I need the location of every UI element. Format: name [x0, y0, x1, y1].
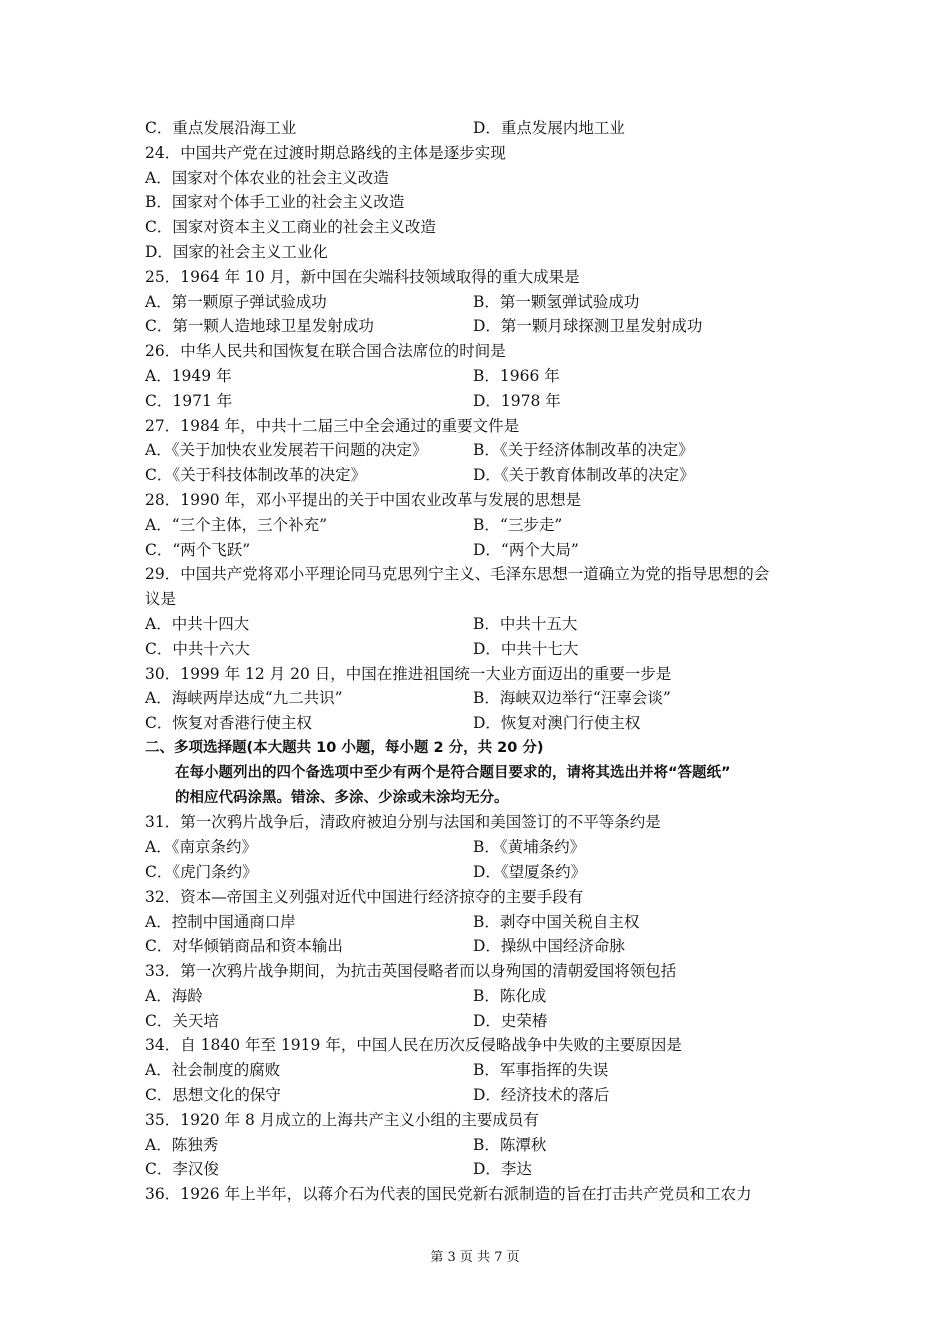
- option-right: D．史荣椿: [473, 1011, 548, 1030]
- option-right: B．《黄埔条约》: [473, 838, 586, 857]
- option-right: B．第一颗氢弹试验成功: [473, 292, 640, 311]
- option-row: [145, 513, 825, 538]
- option-right: D．《望厦条约》: [473, 862, 587, 881]
- option-row: [145, 1083, 825, 1108]
- option-left: A．1949 年: [145, 366, 232, 385]
- option-left: A．陈独秀: [145, 1135, 219, 1154]
- option-left: A．海峡两岸达成“九二共识”: [145, 689, 343, 708]
- question-line: 35．1920 年 8 月成立的上海共产主义小组的主要成员有: [145, 1110, 539, 1129]
- option-row: [145, 389, 825, 414]
- option-right: B．剥夺中国关税自主权: [473, 912, 640, 931]
- question-line: 36．1926 年上半年，以蒋介石为代表的国民党新右派制造的旨在打击共产党员和工农力: [145, 1185, 752, 1204]
- option-left: A．中共十四大: [145, 614, 250, 633]
- option-left: C．恢复对香港行使主权: [145, 714, 312, 733]
- question-line: 32．资本—帝国主义列强对近代中国进行经济掠夺的主要手段有: [145, 887, 584, 906]
- question-line: 34．自 1840 年至 1919 年，中国人民在历次反侵略战争中失败的主要原因是: [145, 1036, 682, 1055]
- option-right: D．《关于教育体制改革的决定》: [473, 466, 695, 485]
- option-right: B．1966 年: [473, 366, 560, 385]
- option-row: [145, 438, 825, 463]
- option-row: [145, 290, 825, 315]
- option-row: [145, 116, 825, 141]
- option-row: [145, 364, 825, 389]
- option-row: [145, 835, 825, 860]
- option-row: [145, 984, 825, 1009]
- exam-content: [145, 116, 825, 1207]
- page-footer: 第 3 页 共 7 页: [430, 1250, 520, 1265]
- question-line: 31．第一次鸦片战争后，清政府被迫分别与法国和美国签订的不平等条约是: [145, 813, 661, 832]
- option-right: B．海峡双边举行“汪辜会谈”: [473, 689, 671, 708]
- option-left: C．《虎门条约》: [145, 862, 258, 881]
- section-instruction: 在每小题列出的四个备选项中至少有两个是符合题目要求的，请将其选出并将“答题纸”: [175, 764, 731, 781]
- question-line: C．国家对资本主义工商业的社会主义改造: [145, 218, 436, 237]
- option-left: C．重点发展沿海工业: [145, 119, 297, 137]
- option-right: D．李达: [473, 1160, 532, 1179]
- question-line: B．国家对个体手工业的社会主义改造: [145, 193, 405, 212]
- question-line: 29．中国共产党将邓小平理论同马克思列宁主义、毛泽东思想一道确立为党的指导思想的会: [145, 565, 770, 584]
- option-row: [145, 1058, 825, 1083]
- option-right: D．重点发展内地工业: [473, 119, 625, 137]
- option-right: B．《关于经济体制改革的决定》: [473, 441, 694, 460]
- option-left: A．海龄: [145, 986, 203, 1005]
- question-line: 30．1999 年 12 月 20 日，中国在推进祖国统一大业方面迈出的重要一步是: [145, 664, 672, 683]
- option-right: D．操纵中国经济命脉: [473, 937, 625, 956]
- option-right: D．“两个大局”: [473, 540, 579, 559]
- question-line: D．国家的社会主义工业化: [145, 242, 328, 261]
- option-left: C．“两个飞跃”: [145, 540, 251, 559]
- option-right: D．经济技术的落后: [473, 1086, 610, 1105]
- option-left: A．第一颗原子弹试验成功: [145, 292, 327, 311]
- option-left: C．《关于科技体制改革的决定》: [145, 466, 367, 485]
- option-left: A．《南京条约》: [145, 838, 257, 857]
- option-right: B．军事指挥的失误: [473, 1061, 609, 1080]
- section-heading: 二、多项选择题(本大题共 10 小题，每小题 2 分，共 20 分): [145, 739, 544, 756]
- question-line: 议是: [145, 590, 177, 609]
- option-row: [145, 860, 825, 885]
- option-left: C．1971 年: [145, 391, 233, 410]
- option-left: A．控制中国通商口岸: [145, 912, 296, 931]
- option-row: [145, 1157, 825, 1182]
- option-row: [145, 612, 825, 637]
- option-right: D．恢复对澳门行使主权: [473, 714, 641, 733]
- option-row: [145, 637, 825, 662]
- option-right: D．中共十七大: [473, 639, 579, 658]
- option-row: [145, 1133, 825, 1158]
- option-row: [145, 910, 825, 935]
- option-row: [145, 314, 825, 339]
- question-line: 27．1984 年，中共十二届三中全会通过的重要文件是: [145, 416, 520, 435]
- question-line: 24．中国共产党在过渡时期总路线的主体是逐步实现: [145, 143, 506, 162]
- option-left: A．“三个主体，三个补充”: [145, 515, 328, 534]
- option-right: B．陈化成: [473, 986, 547, 1005]
- option-right: B．“三步走”: [473, 515, 563, 534]
- option-left: C．第一颗人造地球卫星发射成功: [145, 317, 374, 336]
- option-left: A．《关于加快农业发展若干问题的决定》: [145, 441, 428, 460]
- option-row: [145, 463, 825, 488]
- question-line: 33．第一次鸦片战争期间，为抗击英国侵略者而以身殉国的清朝爱国将领包括: [145, 962, 677, 981]
- option-right: D．1978 年: [473, 391, 561, 410]
- option-right: B．陈潭秋: [473, 1135, 547, 1154]
- option-left: C．对华倾销商品和资本输出: [145, 937, 343, 956]
- option-right: B．中共十五大: [473, 614, 578, 633]
- option-left: C．李汉俊: [145, 1160, 219, 1179]
- option-left: C．关天培: [145, 1011, 219, 1030]
- section-instruction: 的相应代码涂黑。错涂、多涂、少涂或未涂均无分。: [175, 789, 509, 806]
- question-line: 28．1990 年，邓小平提出的关于中国农业改革与发展的思想是: [145, 490, 582, 509]
- option-right: D．第一颗月球探测卫星发射成功: [473, 317, 703, 336]
- option-row: [145, 686, 825, 711]
- option-row: [145, 711, 825, 736]
- question-line: A．国家对个体农业的社会主义改造: [145, 168, 389, 187]
- option-left: C．中共十六大: [145, 639, 250, 658]
- option-row: [145, 1009, 825, 1034]
- option-left: A．社会制度的腐败: [145, 1061, 281, 1080]
- question-line: 25．1964 年 10 月，新中国在尖端科技领域取得的重大成果是: [145, 267, 580, 286]
- question-line: 26．中华人民共和国恢复在联合国合法席位的时间是: [145, 342, 506, 361]
- option-row: [145, 538, 825, 563]
- option-left: C．思想文化的保守: [145, 1086, 281, 1105]
- option-row: [145, 934, 825, 959]
